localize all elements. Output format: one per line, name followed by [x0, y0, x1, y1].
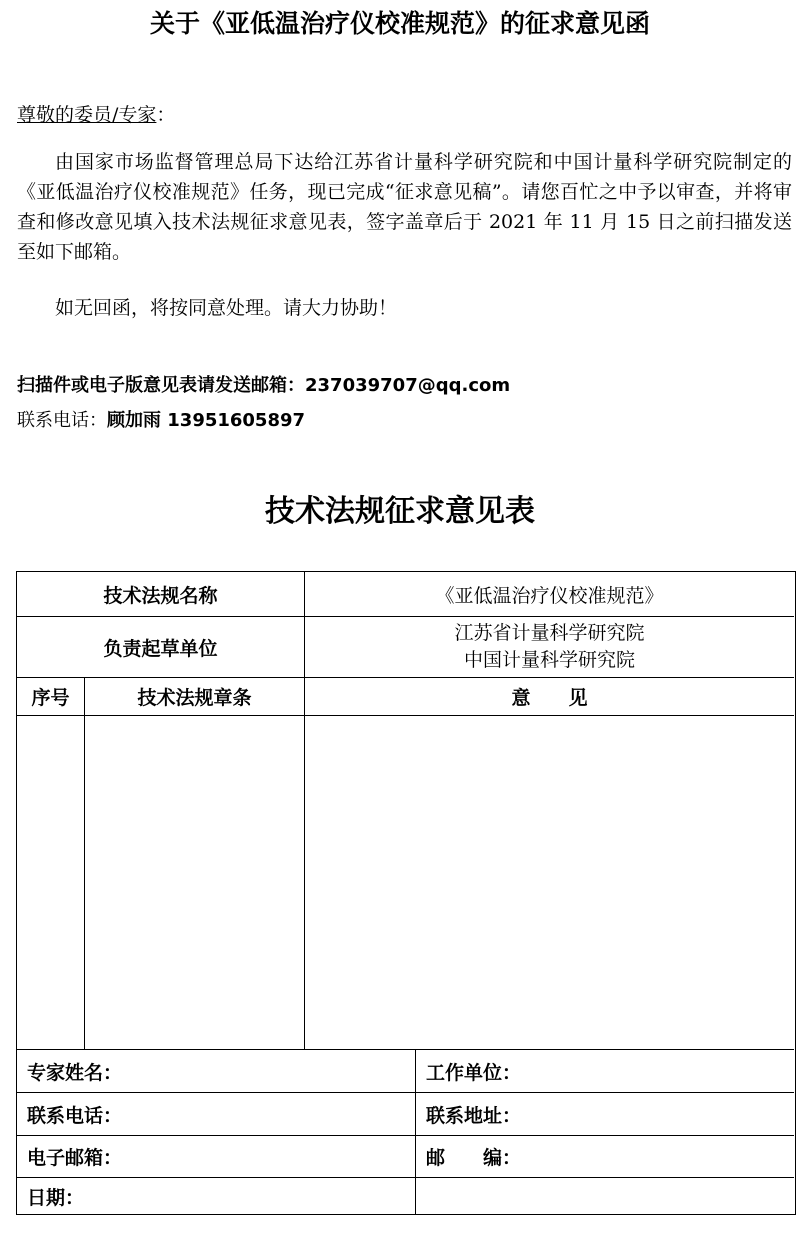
expert-name-field[interactable]: 专家姓名： — [27, 1061, 123, 1084]
contact-phone-value: 顾加雨 13951605897 — [107, 410, 306, 431]
regulation-name-value: 《亚低温治疗仪校准规范》 — [435, 584, 664, 607]
empty-cell — [416, 1178, 794, 1214]
contact-phone — [17, 407, 305, 435]
salutation — [17, 100, 175, 130]
postcode-field[interactable]: 邮 编： — [426, 1147, 522, 1169]
form-title: 技术法规征求意见表 — [265, 494, 535, 529]
email-field[interactable]: 电子邮箱： — [27, 1147, 123, 1169]
letter-title: 关于《亚低温治疗仪校准规范》的征求意见函 — [149, 9, 650, 38]
work-unit-field[interactable]: 工作单位： — [426, 1061, 522, 1084]
seq-entry-cell[interactable] — [17, 716, 84, 1049]
date-field[interactable]: 日期： — [27, 1186, 85, 1209]
column-header-clause: 技术法规章条 — [137, 687, 252, 709]
drafting-unit-2: 中国计量科学研究院 — [463, 649, 635, 671]
body-paragraph-1: 由国家市场监督管理总局下达给江苏省计量科学研究院和中国计量科学研究院制定的《亚低温治疗仪校准规范》任务，现已完成“征求意见稿”。请您百忙之中予以审查，并将审查和修改意见填入技术法规征求意见表，签字盖章后于 2021 年 11 月 15 日之前扫描发送至如下邮箱。 — [17, 151, 792, 263]
clause-entry-cell[interactable] — [85, 716, 304, 1049]
email-instruction: 扫描件或电子版意见表请发送邮箱：237039707@qq.com — [17, 375, 511, 396]
opinion-form — [16, 571, 796, 1215]
phone-field[interactable]: 联系电话： — [27, 1104, 123, 1127]
salutation-colon: ： — [156, 104, 176, 126]
drafting-unit-label: 负责起草单位 — [103, 637, 218, 660]
regulation-name-label: 技术法规名称 — [103, 584, 218, 607]
opinion-entry-cell[interactable] — [305, 716, 794, 1049]
address-field[interactable]: 联系地址： — [426, 1104, 522, 1127]
body-paragraph-2: 如无回函，将按同意处理。请大力协助！ — [55, 297, 398, 319]
salutation-text: 尊敬的委员/专家 — [17, 104, 157, 126]
drafting-unit-values — [305, 617, 794, 677]
contact-phone-label: 联系电话： — [17, 410, 107, 431]
column-header-seq: 序号 — [31, 687, 70, 709]
drafting-unit-1: 江苏省计量科学研究院 — [454, 622, 645, 644]
column-header-opinion: 意 见 — [511, 687, 588, 709]
